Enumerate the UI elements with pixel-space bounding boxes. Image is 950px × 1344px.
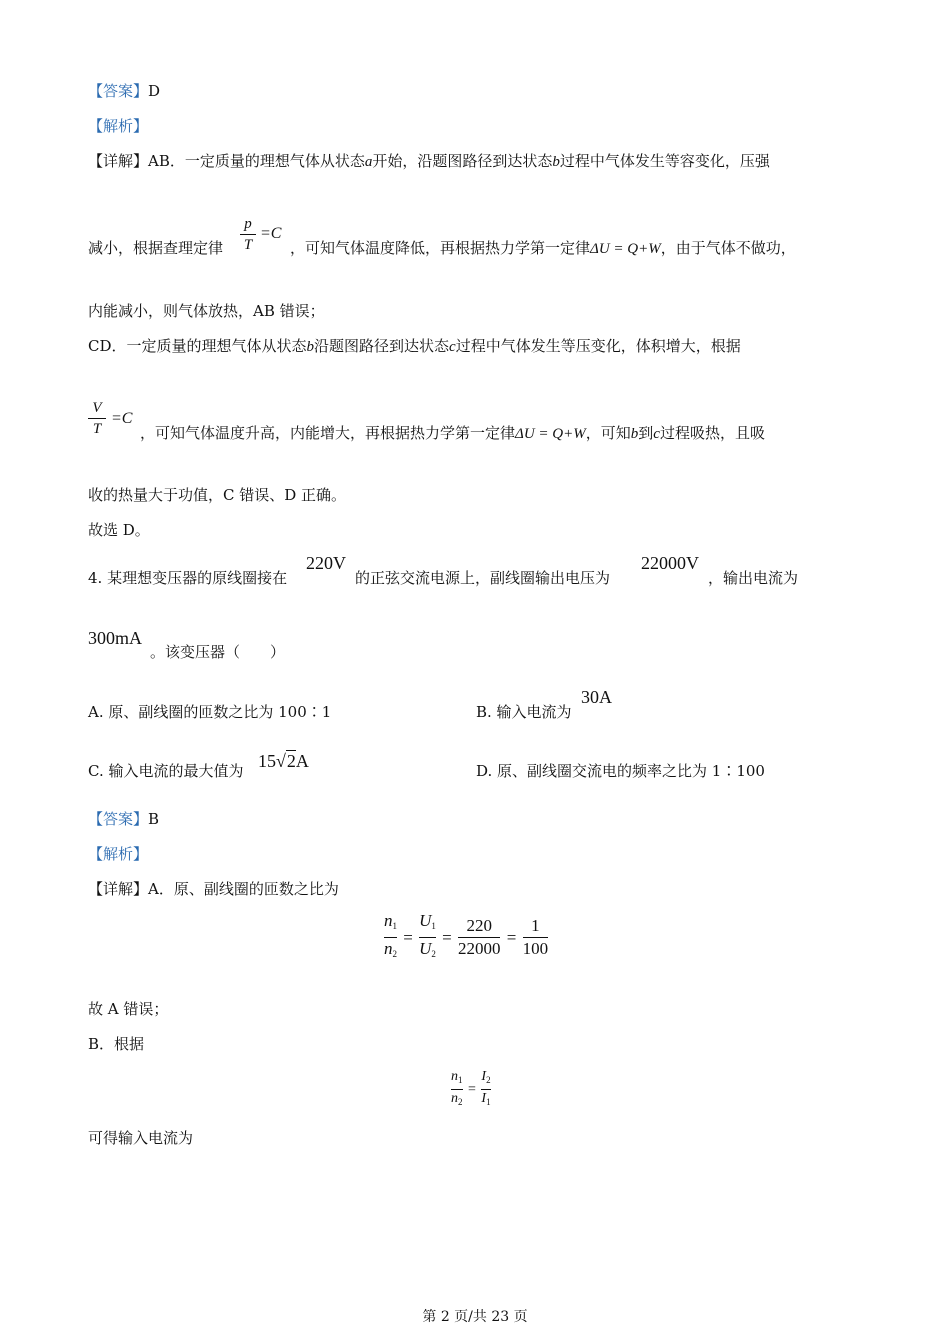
fraction-numerator: V (92, 400, 102, 416)
u-ratio (419, 910, 436, 965)
subscript: 2 (431, 949, 436, 959)
text: 到 (638, 424, 654, 442)
page-footer: 第 2 页/共 23 页 (422, 1309, 528, 1325)
subscript: 1 (458, 1075, 463, 1085)
turns-ratio-equation (384, 910, 548, 965)
q4-stem-b: 的正弦交流电源上，副线圈输出电压为 (355, 569, 611, 587)
fraction-rhs: =C (111, 410, 133, 427)
subscript: 1 (486, 1097, 491, 1107)
subscript: 1 (392, 921, 397, 931)
answer-tag: 【答案】 (88, 810, 149, 828)
fraction-denominator: T (92, 421, 102, 437)
q4-option-c: C. 输入电流的最大值为 (88, 762, 244, 780)
first-law-formula: ΔU = Q+W (515, 426, 586, 442)
first-law-formula: ΔU = Q+W (590, 241, 661, 257)
var-a: a (364, 154, 373, 170)
q4-detail-a (88, 879, 339, 899)
q3-detail-line1 (88, 151, 770, 172)
text: ，可知 (585, 424, 631, 442)
u1-symbol: U (419, 911, 432, 930)
q4-stem-a: 4. 某理想变压器的原线圈接在 (88, 569, 288, 587)
analysis-tag: 【解析】 (88, 845, 149, 863)
current-ratio-equation (451, 1068, 491, 1111)
gay-lussac-fraction (88, 399, 106, 438)
denominator: 100 (522, 939, 549, 958)
subscript: 2 (392, 949, 397, 959)
q4-conclusion-a: 故 A 错误； (88, 1000, 169, 1018)
n2-symbol: n (451, 1091, 458, 1106)
var-b: b (306, 339, 315, 355)
simplified-ratio (523, 915, 549, 960)
var-c: c (449, 339, 456, 355)
q4-detail-b2: 可得输入电流为 (88, 1129, 194, 1147)
i-ratio (481, 1068, 490, 1111)
subscript: 2 (458, 1097, 463, 1107)
q4-output-voltage: 22000V (641, 553, 699, 573)
q4-stem-c: ，输出电流为 (708, 569, 799, 587)
q3-detail-line2b (290, 238, 796, 259)
q3-analysis-line (88, 116, 148, 136)
q3-detail-line3: 内能减小，则气体放热，AB 错误； (88, 302, 325, 320)
q3-conclusion: 故选 D。 (88, 521, 150, 539)
q4-option-c-value (258, 751, 309, 772)
n-ratio (384, 910, 397, 965)
n2-symbol: n (384, 939, 393, 958)
text: 过程中气体发生等压变化，体积增大，根据 (455, 337, 741, 355)
text: 过程吸热，且吸 (659, 424, 765, 442)
equals-sign: = (468, 1081, 476, 1097)
text: ，由于气体不做功， (660, 239, 796, 257)
q4-input-voltage: 220V (306, 553, 346, 573)
text: AB．一定质量的理想气体从状态 (148, 152, 365, 170)
q4-option-d: D. 原、副线圈交流电的频率之比为 1∶100 (476, 762, 765, 780)
equals-sign: = (506, 927, 517, 947)
fraction-denominator: T (243, 237, 253, 253)
numerator: 220 (466, 916, 492, 935)
n-ratio (451, 1068, 463, 1111)
sqrt-sign: √ (276, 751, 286, 771)
fraction-bar (240, 234, 256, 235)
denominator: 22000 (457, 939, 501, 958)
i2-symbol: I (481, 1069, 487, 1084)
answer-tag: 【答案】 (88, 82, 149, 100)
q4-option-b-value: 30A (581, 687, 612, 707)
var-b: b (630, 426, 639, 442)
fraction-rhs: =C (260, 225, 282, 242)
subscript: 1 (431, 921, 436, 931)
detail-tag: 【详解】 (88, 152, 149, 170)
q4-analysis-line (88, 844, 148, 864)
q4-detail-b: B．根据 (88, 1035, 145, 1053)
unit: A (295, 751, 309, 771)
equals-sign: = (442, 927, 452, 947)
answer-value: D (148, 82, 161, 100)
answer-value: B (148, 810, 160, 828)
text: CD．一定质量的理想气体从状态 (88, 337, 307, 355)
i1-symbol: I (481, 1091, 487, 1106)
fraction-numerator: p (244, 216, 252, 232)
q3-detail-line4 (88, 336, 741, 357)
text: 沿题图路径到达状态 (314, 337, 450, 355)
subscript: 2 (486, 1075, 491, 1085)
u2-symbol: U (419, 939, 432, 958)
q4-output-current: 300mA (88, 628, 142, 648)
q3-detail-line5 (140, 423, 765, 444)
text: 过程中气体发生等容变化，压强 (559, 152, 770, 170)
q3-answer-line (88, 81, 160, 101)
voltage-ratio (458, 915, 501, 960)
fraction-bar (88, 418, 106, 419)
text: 减小，根据查理定律 (88, 239, 224, 257)
numerator: 1 (531, 916, 540, 935)
coefficient: 15 (258, 751, 276, 771)
q4-stem-d: 。该变压器（ ） (150, 643, 286, 661)
text: ，可知气体温度降低，再根据热力学第一定律 (290, 239, 591, 257)
var-b: b (552, 154, 560, 170)
q4-option-b: B. 输入电流为 (476, 703, 572, 721)
n1-symbol: n (451, 1069, 458, 1084)
q4-option-a: A. 原、副线圈的匝数之比为 100∶1 (88, 703, 332, 721)
var-c: c (653, 426, 660, 442)
text: A．原、副线圈的匝数之比为 (148, 880, 339, 898)
q4-answer-line (88, 809, 159, 829)
n1-symbol: n (384, 911, 393, 930)
analysis-tag: 【解析】 (88, 117, 149, 135)
radicand: 2 (286, 751, 296, 771)
text: ，可知气体温度升高，内能增大，再根据热力学第一定律 (140, 424, 516, 442)
q3-detail-line6: 收的热量大于功值，C 错误、D 正确。 (88, 486, 347, 504)
detail-tag: 【详解】 (88, 880, 149, 898)
text: 开始，沿题图路径到达状态 (372, 152, 553, 170)
equals-sign: = (403, 927, 413, 947)
